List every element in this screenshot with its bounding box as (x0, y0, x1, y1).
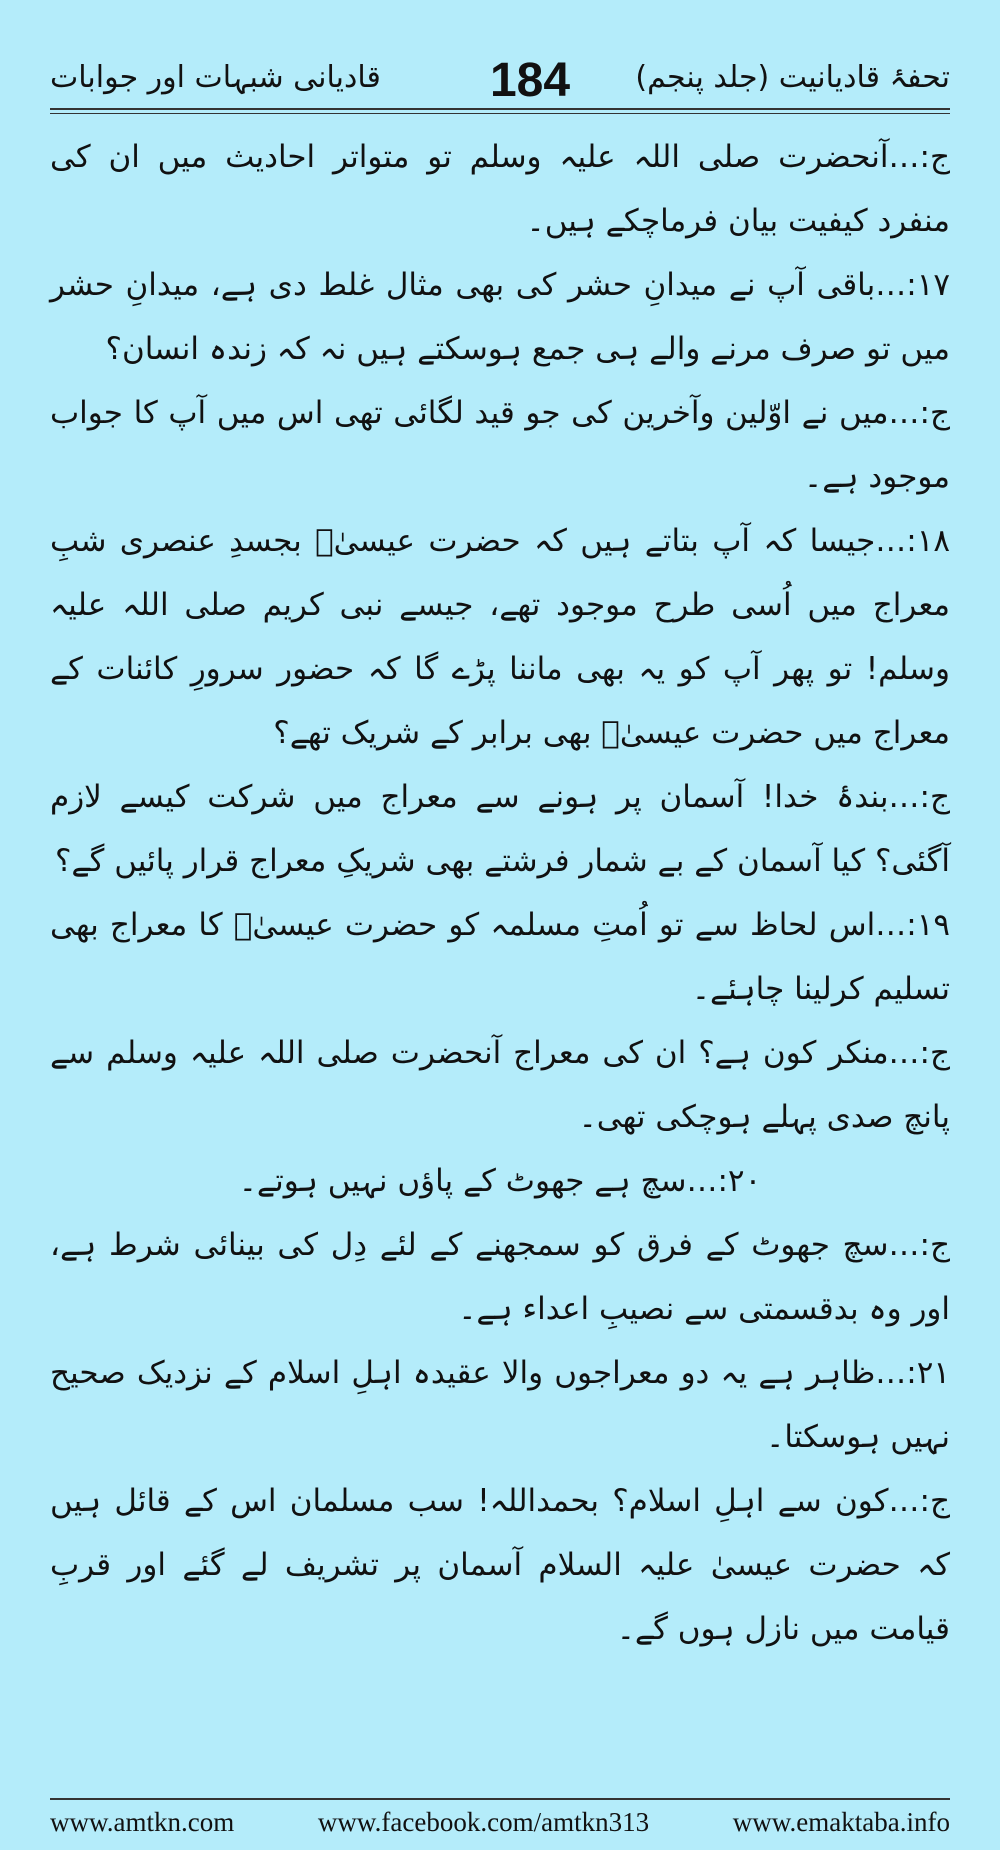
footer-link-emaktaba[interactable]: www.emaktaba.info (732, 1806, 950, 1837)
question-paragraph-17: ۱۷:…باقی آپ نے میدانِ حشر کی بھی مثال غلط دی ہے، میدانِ حشر میں تو صرف مرنے والے ہی جمع ہوسکتے ہیں نہ کہ زندہ انسان؟ (50, 267, 950, 367)
chapter-title: قادیانی شبہات اور جوابات (50, 60, 381, 95)
page-header (50, 50, 950, 112)
answer-paragraph: ج:…آنحضرت صلی اللہ علیہ وسلم تو متواتر احادیث میں ان کی منفرد کیفیت بیان فرماچکے ہیں۔ (50, 139, 950, 239)
header-divider (50, 108, 950, 110)
question-paragraph-19: ۱۹:…اس لحاظ سے تو اُمتِ مسلمہ کو حضرت عیسیٰؑ کا معراج بھی تسلیم کرلینا چاہئے۔ (50, 907, 950, 1007)
answer-paragraph: ج:…بندۂ خدا! آسمان پر ہونے سے معراج میں شرکت کیسے لازم آگئی؟ کیا آسمان کے بے شمار فرشتے بھی شریکِ معراج قرار پائیں گے؟ (50, 779, 950, 879)
header-divider-thin (50, 113, 950, 114)
page-body (50, 125, 950, 1661)
question-paragraph-18: ۱۸:…جیسا کہ آپ بتاتے ہیں کہ حضرت عیسیٰؑ بجسدِ عنصری شبِ معراج میں اُسی طرح موجود تھے، جیسے نبی کریم صلی اللہ علیہ وسلم! تو پھر آپ کو یہ بھی ماننا پڑے گا کہ حضور سرورِ کائنات کے معراج میں حضرت عیسیٰؑ بھی برابر کے شریک تھے؟ (50, 523, 950, 751)
page-number: 184 (489, 54, 571, 107)
answer-paragraph: ج:…کون سے اہلِ اسلام؟ بحمداللہ! سب مسلمان اس کے قائل ہیں کہ حضرت عیسیٰ علیہ السلام آسمان پر تشریف لے گئے اور قربِ قیامت میں نازل ہوں گے۔ (50, 1483, 950, 1647)
answer-paragraph: ج:…منکر کون ہے؟ ان کی معراج آنحضرت صلی اللہ علیہ وسلم سے پانچ صدی پہلے ہوچکی تھی۔ (50, 1035, 950, 1135)
answer-paragraph: ج:…میں نے اوّلین وآخرین کی جو قید لگائی تھی اس میں آپ کا جواب موجود ہے۔ (50, 395, 950, 495)
book-title: تحفۂ قادیانیت (جلد پنجم) (635, 60, 950, 95)
page-footer (50, 1802, 950, 1842)
question-paragraph-21: ۲۱:…ظاہر ہے یہ دو معراجوں والا عقیدہ اہلِ اسلام کے نزدیک صحیح نہیں ہوسکتا۔ (50, 1355, 950, 1455)
answer-paragraph: ج:…سچ جھوٹ کے فرق کو سمجھنے کے لئے دِل کی بینائی شرط ہے، اور وہ بدقسمتی سے نصیبِ اعداء ہے۔ (50, 1227, 950, 1327)
footer-link-amtkn[interactable]: www.amtkn.com (50, 1806, 235, 1837)
question-paragraph-20: ۲۰:…سچ ہے جھوٹ کے پاؤں نہیں ہوتے۔ (238, 1163, 762, 1199)
footer-link-facebook[interactable]: www.facebook.com/amtkn313 (317, 1806, 650, 1837)
footer-divider (50, 1798, 950, 1800)
